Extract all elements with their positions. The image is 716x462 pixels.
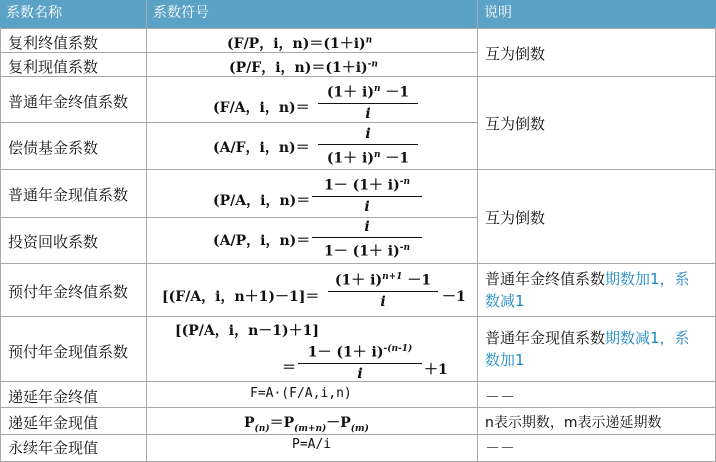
denominator: i	[364, 198, 370, 215]
description: －－	[485, 388, 516, 406]
formula-text: (F/P，i，n)＝(1＋i)	[227, 36, 366, 52]
formula-deferred-pv: $P_{(n)}=P_{(m+n)}-P_{(m)}$	[244, 415, 369, 434]
description: 互为倒数	[485, 209, 546, 227]
fraction	[312, 218, 422, 261]
denominator: i	[365, 105, 371, 122]
row-name: 递延年金终值	[8, 388, 99, 406]
description: －－	[485, 439, 516, 457]
row-name: 复利现值系数	[8, 58, 99, 76]
formula-lhs: [(F/A，i，n＋1)－1]＝	[162, 289, 320, 305]
fraction	[312, 173, 422, 216]
formula-present-value-factor	[229, 57, 378, 77]
row-name: 投资回收系数	[8, 233, 99, 251]
numerator: i	[364, 219, 370, 235]
formula-lhs: (A/P，i，n)＝	[213, 233, 311, 249]
formula-lhs: (P/A，i，n)＝	[213, 193, 311, 209]
fraction-bar	[312, 237, 422, 238]
numerator: i	[365, 126, 371, 142]
row-name: 预付年金现值系数	[8, 343, 129, 361]
fraction	[318, 80, 418, 123]
fraction-bar	[312, 196, 422, 197]
fraction-bar	[328, 291, 438, 292]
denominator: $1- (1+ i)^{-n}$	[323, 243, 411, 260]
row-name: 递延年金现值	[8, 414, 99, 432]
row-name: 普通年金终值系数	[8, 93, 129, 111]
description: n表示期数，m表示递延期数	[485, 415, 662, 431]
numerator: $(1+ i)^{n+1} -1$	[334, 272, 432, 289]
formula-tail: －1	[442, 289, 466, 305]
fraction-bar	[318, 103, 418, 104]
fraction	[328, 268, 438, 311]
numerator: $1- (1+ i)^{-(n-1)}$	[307, 344, 413, 361]
formula-exponent: -n	[367, 59, 378, 70]
denominator: i	[357, 365, 363, 382]
fraction	[318, 125, 418, 168]
formula-future-value-factor	[227, 33, 372, 53]
row-name: 偿债基金系数	[8, 139, 99, 157]
row-name: 预付年金终值系数	[8, 283, 129, 301]
header-symbol: 系数符号	[147, 0, 477, 27]
row-name: 复利终值系数	[8, 34, 99, 52]
fraction-bar	[318, 144, 418, 145]
row-name: 普通年金现值系数	[8, 186, 129, 204]
formula-perpetuity-pv: P=A/i	[292, 437, 332, 452]
description: 互为倒数	[485, 115, 546, 133]
row-name: 永续年金现值	[8, 439, 99, 457]
formula-tail: ＋1	[424, 362, 448, 378]
formula-exponent: n	[365, 35, 373, 46]
formula-lhs: (F/A，i，n)＝	[213, 100, 310, 116]
denominator: $(1+ i)^n -1$	[326, 150, 410, 167]
header-description: 说明	[478, 0, 716, 27]
formula-text: (P/F，i，n)＝(1＋i)	[229, 60, 368, 76]
numerator: $(1+ i)^n -1$	[326, 84, 410, 101]
description: 普通年金终值系数期数加1，系 数减1	[485, 270, 690, 310]
formula-equals: ＝	[282, 360, 296, 376]
formula-lhs: [(P/A，i，n－1)＋1]	[175, 323, 319, 339]
fraction-bar	[298, 363, 422, 364]
fraction	[298, 340, 422, 383]
denominator: i	[380, 293, 386, 310]
formula-lhs: (A/F，i，n)＝	[213, 140, 310, 156]
description: 普通年金现值系数期数减1，系 数加1	[485, 329, 690, 369]
description: 互为倒数	[485, 45, 546, 63]
formula-deferred-fv: F=A·(F/A,i,n)	[250, 386, 352, 401]
header-name: 系数名称	[0, 0, 146, 27]
numerator: $1- (1+ i)^{-n}$	[323, 177, 411, 194]
